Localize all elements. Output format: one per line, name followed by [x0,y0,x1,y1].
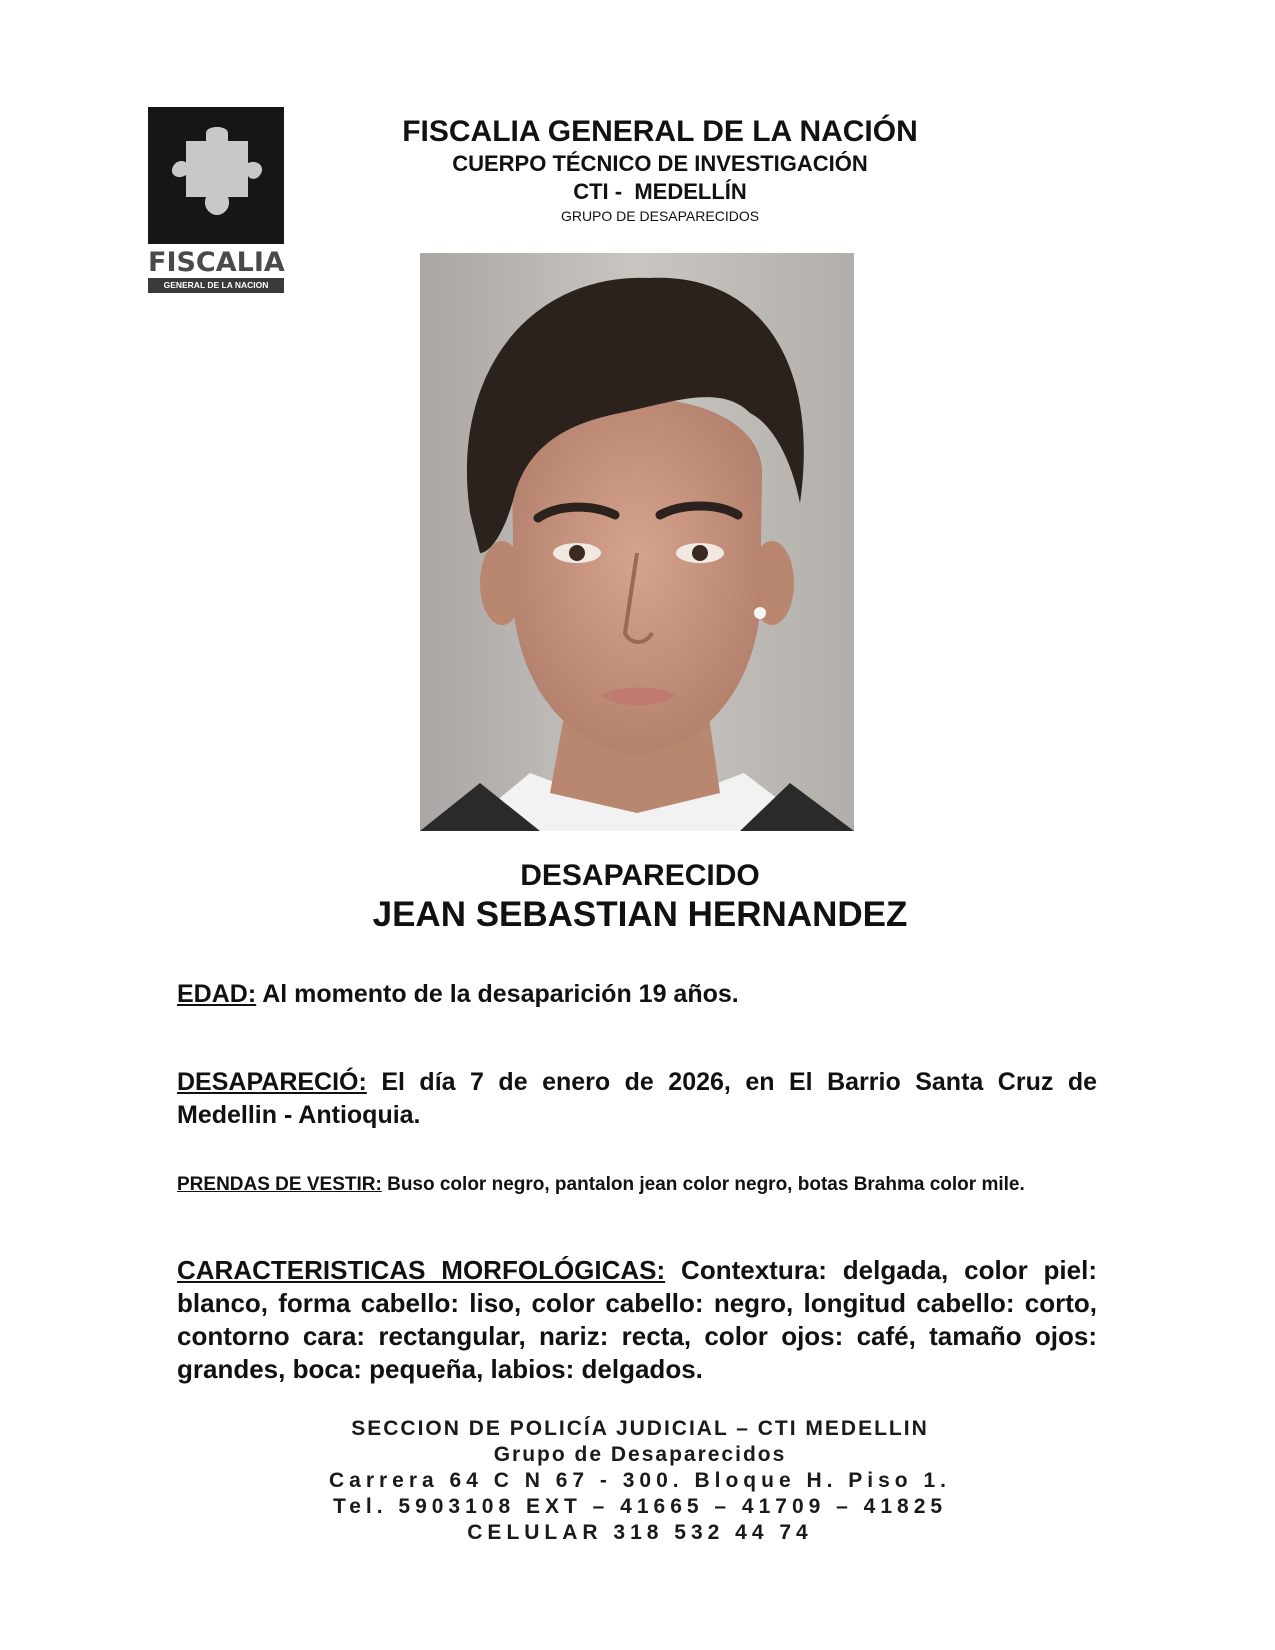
title-block [300,858,980,936]
prendas-section [177,1170,1097,1200]
person-photo [420,253,854,831]
logo-word: FISCALIA [148,247,285,278]
desaparecio-section [177,1066,1097,1132]
header-department: CUERPO TÉCNICO DE INVESTIGACIÓN [452,151,868,176]
person-name: JEAN SEBASTIAN HERNANDEZ [372,895,908,934]
header-office: CTI - MEDELLÍN [573,179,747,204]
puzzle-piece-icon [148,107,284,244]
header-institution: FISCALIA GENERAL DE LA NACIÓN [402,115,918,148]
fiscalia-logo [148,107,284,299]
footer-cellphone: CELULAR 318 532 44 74 [467,1521,813,1544]
prendas-label: PRENDAS DE VESTIR: [177,1174,382,1195]
desaparecio-label: DESAPARECIÓ: [177,1068,367,1096]
logo-box [148,107,284,244]
morfologicas-label: CARACTERISTICAS MORFOLÓGICAS: [177,1255,666,1285]
footer-contact [280,1416,1000,1546]
edad-section [177,978,1097,1011]
prendas-value: Buso color negro, pantalon jean color negro, botas Brahma color mile. [381,1174,1025,1195]
morfologicas-section [177,1254,1097,1386]
desaparecio-value: El día 7 de enero de 2026, en El Barrio Santa Cruz de Medellin - Antioquia. [177,1068,1097,1129]
footer-phone: Tel. 5903108 EXT – 41665 – 41709 – 41825 [332,1495,948,1518]
edad-value: Al momento de la desaparición 19 años. [256,980,739,1008]
morfologicas-value: Contextura: delgada, color piel: blanco, forma cabello: liso, color cabello: negro, longitud cabello: corto, contorno cara: rectangular, nariz: recta, color ojos: café, tamaño ojos: grandes, boca: pequeña, labios: delgados. [177,1255,1097,1384]
status-label: DESAPARECIDO [520,859,760,892]
header-group: GRUPO DE DESAPARECIDOS [560,208,760,224]
logo-subtitle: GENERAL DE LA NACION [148,278,284,293]
footer-group-name: Grupo de Desaparecidos [493,1443,787,1466]
footer-section-name: SECCION DE POLICÍA JUDICIAL – CTI MEDELLIN [351,1417,929,1440]
footer-address: Carrera 64 C N 67 - 300. Bloque H. Piso 1. [328,1469,951,1492]
header [300,114,1020,226]
edad-label: EDAD: [177,980,257,1008]
person-portrait-icon [420,253,854,831]
